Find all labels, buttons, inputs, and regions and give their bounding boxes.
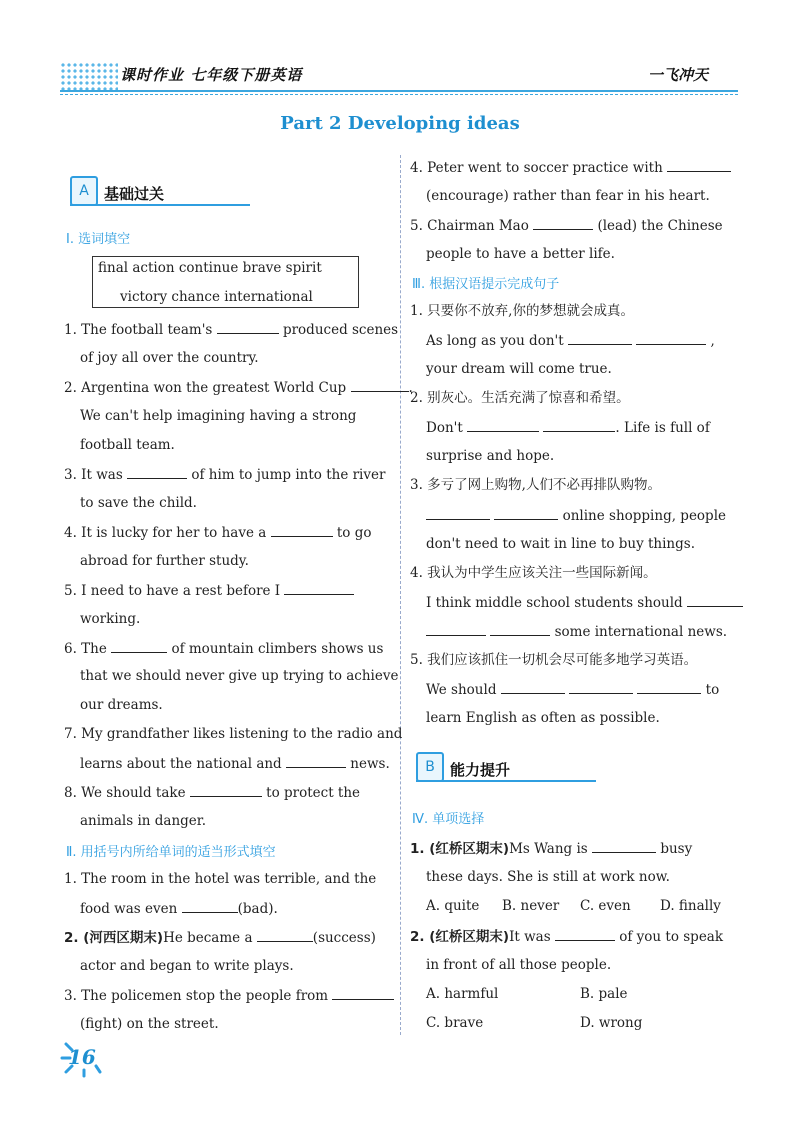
answer-blank[interactable] bbox=[533, 215, 593, 230]
option-c[interactable]: C. even bbox=[580, 898, 631, 914]
q4-2-text-cont: in front of all those people. bbox=[426, 957, 612, 973]
option-a[interactable]: A. quite bbox=[426, 898, 480, 914]
q1-3-text-cont: to save the child. bbox=[80, 495, 197, 511]
answer-blank[interactable] bbox=[257, 927, 313, 942]
answer-blank[interactable] bbox=[426, 621, 486, 636]
answer-blank[interactable] bbox=[111, 638, 167, 653]
answer-blank[interactable] bbox=[182, 898, 238, 913]
option-d[interactable]: D. wrong bbox=[580, 1015, 643, 1031]
section-a-rule bbox=[70, 204, 250, 206]
q1-4-text: 4. It is lucky for her to have a to go bbox=[64, 522, 372, 543]
q1-6-text-cont2: our dreams. bbox=[80, 697, 163, 713]
word-box-row-1: final action continue brave spirit bbox=[98, 260, 322, 276]
q3-1-chinese: 1. 只要你不放弃,你的梦想就会成真。 bbox=[410, 303, 634, 319]
option-a[interactable]: A. harmful bbox=[426, 986, 499, 1002]
q2-3-text: 3. The policemen stop the people from bbox=[64, 985, 394, 1006]
q1-2-text-cont: We can't help imagining having a strong bbox=[80, 408, 357, 424]
q2-2-text: 2. (河西区期末)He became a (success) bbox=[64, 927, 376, 948]
q1-7-text: 7. My grandfather likes listening to the radio and bbox=[64, 726, 403, 742]
answer-blank[interactable] bbox=[190, 782, 262, 797]
section-3-heading: Ⅲ. 根据汉语提示完成句子 bbox=[412, 277, 560, 292]
q3-4-text: I think middle school students should bbox=[426, 592, 743, 613]
answer-blank[interactable] bbox=[543, 417, 615, 432]
answer-blank[interactable] bbox=[284, 580, 354, 595]
q1-2-text-cont2: football team. bbox=[80, 437, 175, 453]
q2-2-text-cont: actor and began to write plays. bbox=[80, 958, 294, 974]
answer-blank[interactable] bbox=[687, 592, 743, 607]
q1-5-text: 5. I need to have a rest before I bbox=[64, 580, 354, 601]
q3-5-chinese: 5. 我们应该抓住一切机会尽可能多地学习英语。 bbox=[410, 652, 698, 668]
header-brand: 一飞冲天 bbox=[648, 66, 709, 84]
q2-5-text: 5. Chairman Mao (lead) the Chinese bbox=[410, 215, 723, 236]
answer-blank[interactable] bbox=[271, 522, 333, 537]
q1-6-text-cont: that we should never give up trying to achieve bbox=[80, 668, 399, 684]
answer-blank[interactable] bbox=[351, 377, 409, 392]
answer-blank[interactable] bbox=[636, 330, 706, 345]
option-b[interactable]: B. never bbox=[502, 898, 560, 914]
q3-3-text: online shopping, people bbox=[426, 505, 726, 526]
column-divider bbox=[400, 155, 401, 1035]
q1-8-text: 8. We should take to protect the bbox=[64, 782, 360, 803]
option-d[interactable]: D. finally bbox=[660, 898, 721, 914]
header-decoration bbox=[60, 62, 118, 92]
q1-1-text: 1. The football team's produced scenes bbox=[64, 319, 398, 340]
section-a-title: 基础过关 bbox=[104, 185, 165, 203]
q2-1-text: 1. The room in the hotel was terrible, and the bbox=[64, 871, 377, 887]
q1-7-text-cont: learns about the national and news. bbox=[80, 753, 390, 774]
answer-blank[interactable] bbox=[426, 505, 490, 520]
section-1-heading: Ⅰ. 选词填空 bbox=[66, 232, 131, 247]
answer-blank[interactable] bbox=[467, 417, 539, 432]
section-b-badge: B bbox=[416, 752, 444, 782]
q2-1-text-cont: food was even (bad). bbox=[80, 898, 278, 919]
q3-2-text-cont: surprise and hope. bbox=[426, 448, 555, 464]
answer-blank[interactable] bbox=[592, 838, 656, 853]
q3-4-text-cont: some international news. bbox=[426, 621, 727, 642]
answer-blank[interactable] bbox=[555, 926, 615, 941]
option-b[interactable]: B. pale bbox=[580, 986, 628, 1002]
q2-4-text-cont: (encourage) rather than fear in his heart. bbox=[426, 188, 710, 204]
section-a-badge: A bbox=[70, 176, 98, 206]
answer-blank[interactable] bbox=[286, 753, 346, 768]
answer-blank[interactable] bbox=[637, 679, 701, 694]
q3-5-text-cont: learn English as often as possible. bbox=[426, 710, 660, 726]
q3-2-chinese: 2. 别灰心。生活充满了惊喜和希望。 bbox=[410, 390, 630, 406]
q4-1-text: 1. (红桥区期末)Ms Wang is busy bbox=[410, 838, 692, 859]
q1-5-text-cont: working. bbox=[80, 611, 141, 627]
q2-4-text: 4. Peter went to soccer practice with bbox=[410, 157, 731, 178]
q1-1-text-cont: of joy all over the country. bbox=[80, 350, 259, 366]
section-b-rule bbox=[416, 780, 596, 782]
page-number: 16 bbox=[68, 1045, 96, 1069]
answer-blank[interactable] bbox=[501, 679, 565, 694]
q1-3-text: 3. It was of him to jump into the river bbox=[64, 464, 385, 485]
answer-blank[interactable] bbox=[217, 319, 279, 334]
header-rule bbox=[60, 90, 738, 92]
word-box-row-2: victory chance international bbox=[120, 289, 313, 305]
q4-2-text: 2. (红桥区期末)It was of you to speak bbox=[410, 926, 723, 947]
q3-5-text: We should to bbox=[426, 679, 719, 700]
q1-8-text-cont: animals in danger. bbox=[80, 813, 207, 829]
q2-5-text-cont: people to have a better life. bbox=[426, 246, 615, 262]
q1-4-text-cont: abroad for further study. bbox=[80, 553, 249, 569]
part-title: Part 2 Developing ideas bbox=[280, 113, 520, 134]
section-4-heading: Ⅳ. 单项选择 bbox=[412, 812, 485, 827]
answer-blank[interactable] bbox=[568, 330, 632, 345]
q2-3-text-cont: (fight) on the street. bbox=[80, 1016, 219, 1032]
q4-1-text-cont: these days. She is still at work now. bbox=[426, 869, 670, 885]
q3-3-chinese: 3. 多亏了网上购物,人们不必再排队购物。 bbox=[410, 477, 661, 493]
answer-blank[interactable] bbox=[127, 464, 187, 479]
option-c[interactable]: C. brave bbox=[426, 1015, 484, 1031]
answer-blank[interactable] bbox=[569, 679, 633, 694]
answer-blank[interactable] bbox=[490, 621, 550, 636]
q1-2-text: 2. Argentina won the greatest World Cup . bbox=[64, 377, 413, 398]
answer-blank[interactable] bbox=[667, 157, 731, 172]
q3-4-chinese: 4. 我认为中学生应该关注一些国际新闻。 bbox=[410, 565, 657, 581]
header-title: 课时作业 七年级下册英语 bbox=[120, 66, 303, 84]
header-dashed-rule bbox=[60, 94, 738, 95]
answer-blank[interactable] bbox=[332, 985, 394, 1000]
q3-3-text-cont: don't need to wait in line to buy things. bbox=[426, 536, 695, 552]
q3-1-text: As long as you don't , bbox=[426, 330, 715, 351]
q3-1-text-cont: your dream will come true. bbox=[426, 361, 612, 377]
q1-6-text: 6. The of mountain climbers shows us bbox=[64, 638, 383, 659]
section-b-title: 能力提升 bbox=[450, 761, 511, 779]
q3-2-text: Don't . Life is full of bbox=[426, 417, 710, 438]
answer-blank[interactable] bbox=[494, 505, 558, 520]
section-2-heading: Ⅱ. 用括号内所给单词的适当形式填空 bbox=[66, 845, 276, 860]
